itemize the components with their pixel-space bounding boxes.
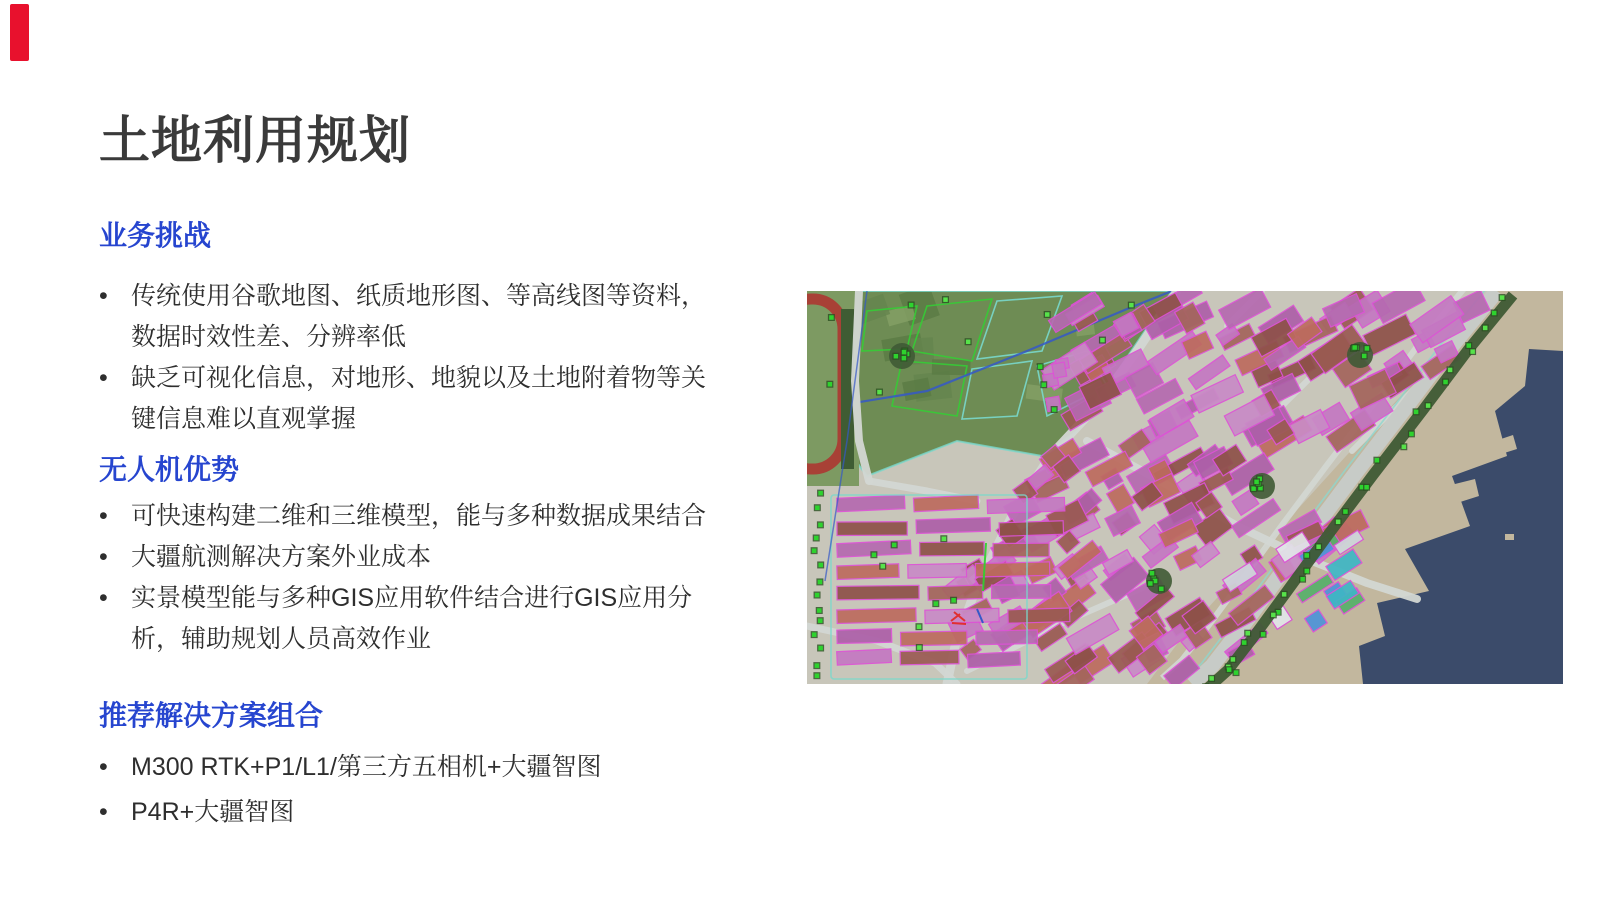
gis-orthophoto: [807, 291, 1563, 684]
list-item: [99, 537, 713, 578]
list-item: [99, 496, 713, 537]
bullet-marker: •: [99, 543, 108, 571]
list-item: [99, 276, 713, 358]
bullet-marker: •: [99, 584, 108, 612]
bullet-text: M300 RTK+P1/L1/第三方五相机+大疆智图: [131, 753, 602, 781]
bullet-text: 缺乏可视化信息，对地形、地貌以及土地附着物等关键信息难以直观掌握: [131, 364, 707, 433]
list-item: [99, 790, 713, 835]
accent-bar: [10, 4, 29, 61]
bullet-marker: •: [99, 364, 108, 392]
page-title: 土地利用规划: [99, 112, 412, 169]
bullet-text: 大疆航测解决方案外业成本: [131, 543, 432, 571]
section-heading-business-challenges: 业务挑战: [99, 220, 212, 251]
section-heading-drone-advantages: 无人机优势: [99, 454, 240, 485]
bullet-text: 传统使用谷歌地图、纸质地形图、等高线图等资料，数据时效性差、分辨率低: [131, 282, 707, 351]
bullet-marker: •: [99, 502, 108, 530]
section-heading-recommended-solutions: 推荐解决方案组合: [99, 700, 324, 731]
bullet-marker: •: [99, 753, 108, 781]
bullet-list-drone-advantages: [99, 496, 713, 660]
aerial-map-image: [807, 291, 1563, 684]
list-item: [99, 578, 713, 660]
bullet-text: 可快速构建二维和三维模型，能与多种数据成果结合: [131, 502, 707, 530]
bullet-marker: •: [99, 798, 108, 826]
list-item: [99, 358, 713, 440]
bullet-text: 实景模型能与多种GIS应用软件结合进行GIS应用分析，辅助规划人员高效作业: [131, 584, 693, 653]
list-item: [99, 745, 713, 790]
bullet-list-recommended-solutions: [99, 745, 713, 835]
bullet-list-business-challenges: [99, 276, 713, 440]
bullet-text: P4R+大疆智图: [131, 798, 295, 826]
bullet-marker: •: [99, 282, 108, 310]
